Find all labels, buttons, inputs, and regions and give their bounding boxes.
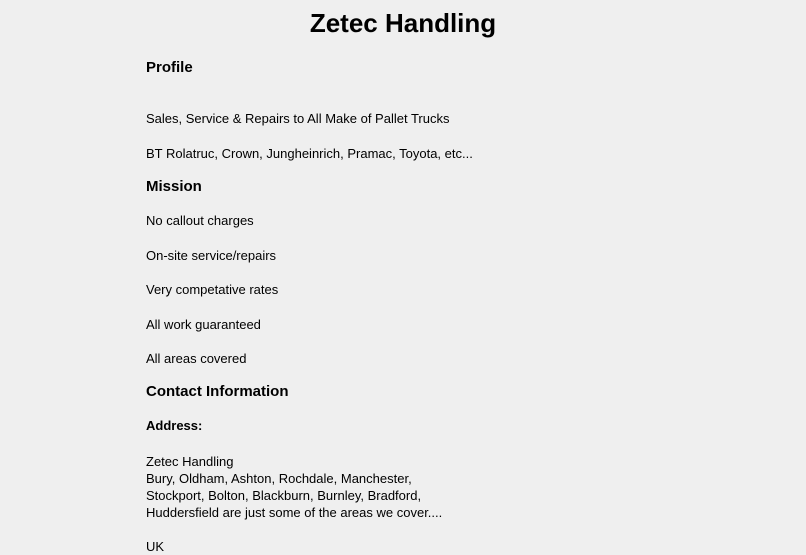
site-title: Zetec Handling — [309, 8, 497, 38]
mission-item-5: All areas covered — [146, 351, 247, 366]
mission-heading: Mission — [146, 178, 202, 195]
profile-heading: Profile — [146, 59, 193, 76]
address-block — [146, 453, 442, 555]
address-label: Address: — [146, 418, 203, 433]
mission-item-2: On-site service/repairs — [146, 248, 277, 263]
address-line-3: Stockport, Bolton, Blackburn, Burnley, Bradford, — [146, 488, 422, 503]
mission-item-1: No callout charges — [146, 213, 254, 228]
mission-item-4: All work guaranteed — [146, 317, 261, 332]
address-line-2: Bury, Oldham, Ashton, Rochdale, Manchester, — [146, 471, 412, 486]
mission-item-3: Very competative rates — [146, 282, 279, 297]
profile-line-1: Sales, Service & Repairs to All Make of Pallet Trucks — [146, 111, 450, 126]
address-line-4: Huddersfield are just some of the areas we cover.... — [146, 505, 443, 520]
address-line-1: Zetec Handling — [146, 454, 234, 469]
profile-line-2: BT Rolatruc, Crown, Jungheinrich, Pramac, Toyota, etc... — [146, 146, 473, 161]
address-line-5: UK — [146, 539, 165, 554]
contact-heading: Contact Information — [146, 383, 289, 400]
